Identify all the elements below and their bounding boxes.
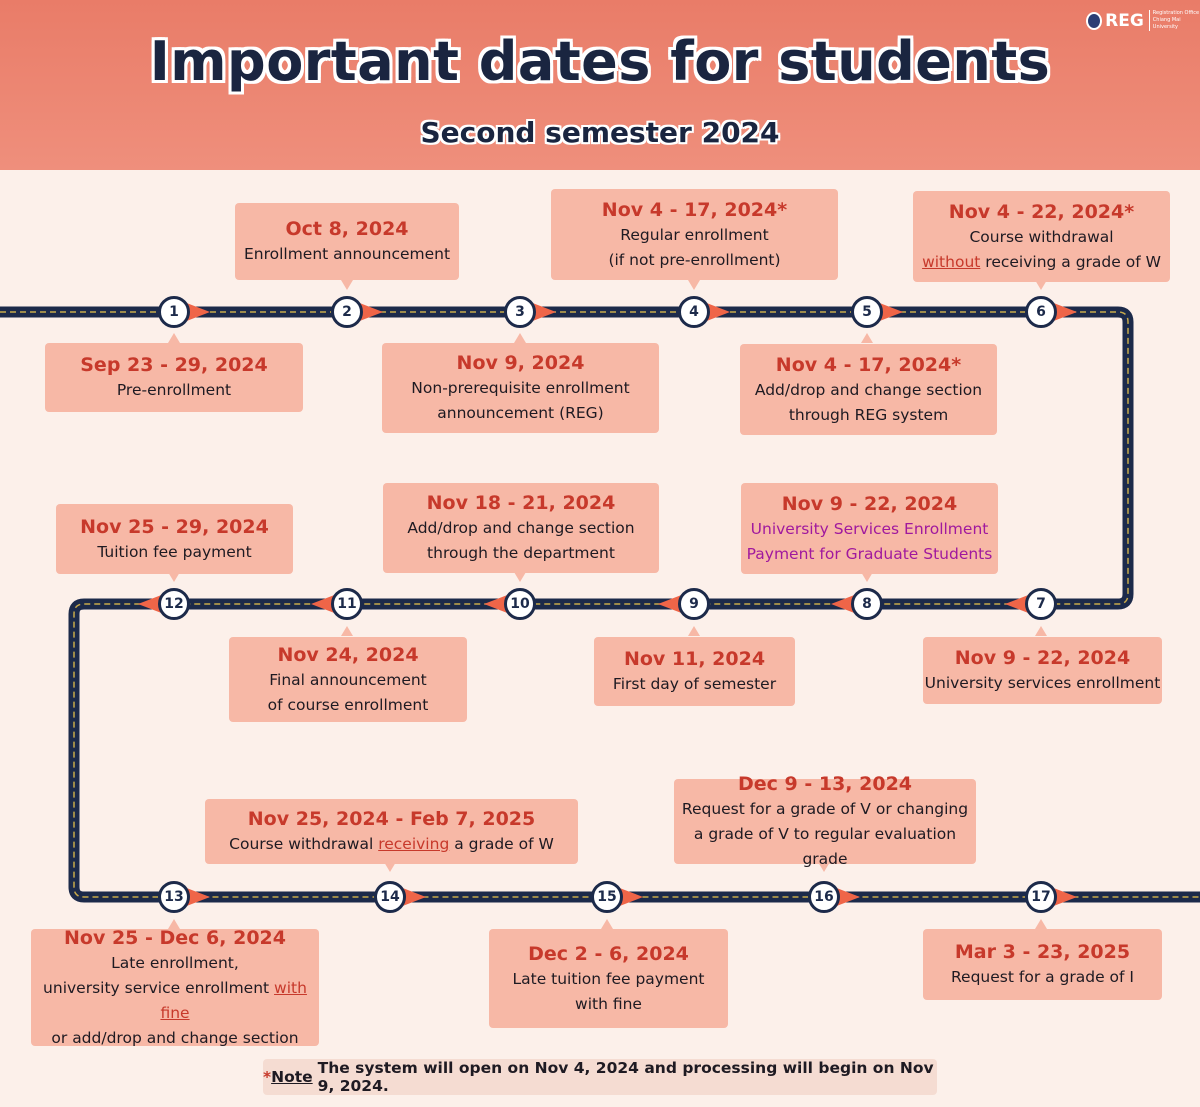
box-pointer-3 [514, 333, 526, 343]
step-marker-4: 4 [678, 296, 710, 328]
box-pointer-7 [1035, 626, 1047, 636]
event-box-4: Nov 4 - 17, 2024* Regular enrollment (if not pre-enrollment) [551, 189, 838, 280]
step-marker-10: 10 [504, 588, 536, 620]
step-marker-12: 12 [158, 588, 190, 620]
step-marker-8: 8 [851, 588, 883, 620]
step-marker-16: 16 [808, 881, 840, 913]
box-pointer-11 [341, 626, 353, 636]
step-marker-3: 3 [504, 296, 536, 328]
event-box-3: Nov 9, 2024 Non-prerequisite enrollment announcement (REG) [382, 343, 659, 433]
box-pointer-15 [601, 919, 613, 929]
footnote: * Note The system will open on Nov 4, 2024 and processing will begin on Nov 9, 2024. [263, 1059, 937, 1095]
event-box-11: Nov 24, 2024 Final announcement of course enrollment [229, 637, 467, 722]
event-box-15: Dec 2 - 6, 2024 Late tuition fee payment with fine [489, 929, 728, 1028]
step-marker-9: 9 [678, 588, 710, 620]
box-pointer-17 [1035, 919, 1047, 929]
step-marker-14: 14 [374, 881, 406, 913]
step-marker-13: 13 [158, 881, 190, 913]
step-marker-5: 5 [851, 296, 883, 328]
event-box-1: Sep 23 - 29, 2024 Pre-enrollment [45, 343, 303, 412]
box-pointer-4 [688, 280, 700, 290]
box-pointer-9 [688, 626, 700, 636]
event-box-16: Dec 9 - 13, 2024 Request for a grade of V or changing a grade of V to regular evaluation grade [674, 779, 976, 864]
event-box-8: Nov 9 - 22, 2024 University Services Enrollment Payment for Graduate Students [741, 483, 998, 574]
event-box-17: Mar 3 - 23, 2025 Request for a grade of I [923, 929, 1162, 1000]
event-box-2: Oct 8, 2024 Enrollment announcement [235, 203, 459, 280]
step-marker-11: 11 [331, 588, 363, 620]
event-box-6: Nov 4 - 22, 2024* Course withdrawal without receiving a grade of W [913, 191, 1170, 282]
page-subtitle: Second semester 2024 [420, 116, 780, 149]
page-title: Important dates for students [149, 30, 1051, 93]
event-box-10: Nov 18 - 21, 2024 Add/drop and change section through the department [383, 483, 659, 573]
event-box-9: Nov 11, 2024 First day of semester [594, 637, 795, 706]
step-marker-7: 7 [1025, 588, 1057, 620]
logo-text: REG [1105, 10, 1144, 31]
box-pointer-2 [341, 280, 353, 290]
box-pointer-10 [514, 572, 526, 582]
step-marker-6: 6 [1025, 296, 1057, 328]
step-marker-2: 2 [331, 296, 363, 328]
event-box-7: Nov 9 - 22, 2024 University services enrollment [923, 637, 1162, 704]
box-pointer-1 [168, 333, 180, 343]
box-pointer-5 [861, 333, 873, 343]
step-marker-17: 17 [1025, 881, 1057, 913]
event-box-12: Nov 25 - 29, 2024 Tuition fee payment [56, 504, 293, 574]
event-box-5: Nov 4 - 17, 2024* Add/drop and change section through REG system [740, 344, 997, 435]
event-box-14: Nov 25, 2024 - Feb 7, 2025 Course withdrawal receiving a grade of W [205, 799, 578, 864]
logo-subtext: Registration Office Chiang Mai University [1149, 10, 1200, 31]
step-marker-15: 15 [591, 881, 623, 913]
step-marker-1: 1 [158, 296, 190, 328]
event-box-13: Nov 25 - Dec 6, 2024 Late enrollment, university service enrollment with fine or add/drop and change section [31, 929, 319, 1046]
